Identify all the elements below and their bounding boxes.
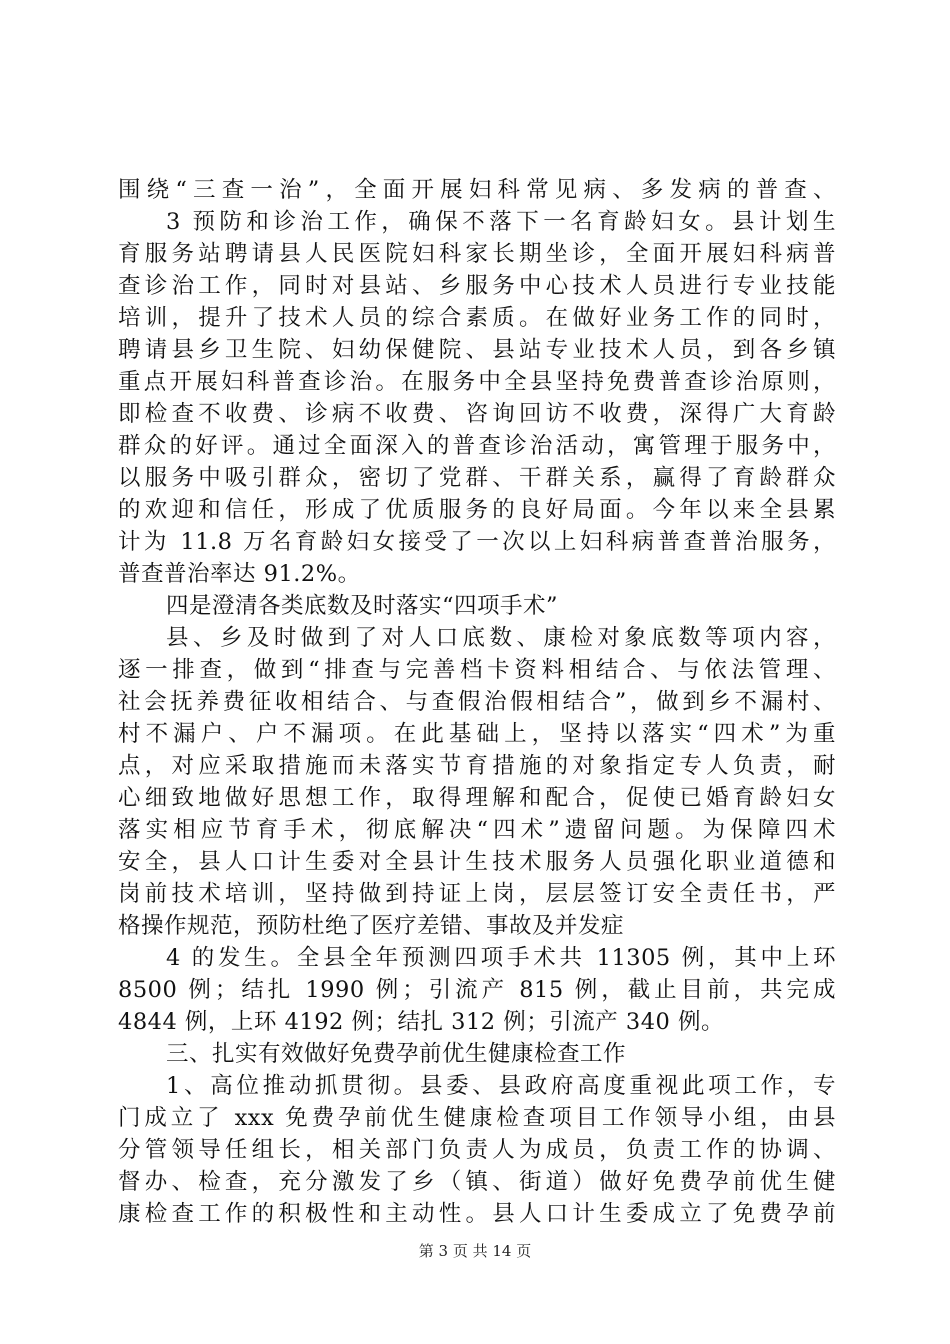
text-line: 逐一排查，做到“排查与完善档卡资料相结合、与依法管理、	[118, 657, 836, 683]
text-line: 4 的发生。全县全年预测四项手术共 11305 例，其中上环	[166, 945, 836, 971]
text-line: 落实相应节育手术，彻底解决“四术”遗留问题。为保障四术	[118, 817, 836, 843]
text-line: 督办、检查，充分激发了乡（镇、街道）做好免费孕前优生健	[118, 1169, 836, 1195]
document-body	[118, 174, 836, 1230]
text-line: 8500 例；结扎 1990 例；引流产 815 例，截止目前，共完成	[118, 977, 836, 1003]
text-line: 即检查不收费、诊病不收费、咨询回访不收费，深得广大育龄	[118, 401, 836, 427]
text-line: 群众的好评。通过全面深入的普查诊治活动，寓管理于服务中，	[118, 433, 836, 459]
text-line: 查诊治工作，同时对县站、乡服务中心技术人员进行专业技能	[118, 273, 836, 299]
text-line: 以服务中吸引群众，密切了党群、干群关系，赢得了育龄群众	[118, 465, 836, 491]
text-line: 计为 11.8 万名育龄妇女接受了一次以上妇科病普查普治服务，	[118, 529, 836, 555]
text-line: 四是澄清各类底数及时落实“四项手术”	[166, 593, 559, 619]
text-line: 村不漏户、户不漏项。在此基础上，坚持以落实“四术”为重	[118, 721, 836, 747]
text-line: 门成立了 xxx 免费孕前优生健康检查项目工作领导小组，由县	[118, 1105, 836, 1131]
text-line: 围绕“三查一治”，全面开展妇科常见病、多发病的普查、	[118, 177, 836, 203]
text-line: 聘请县乡卫生院、妇幼保健院、县站专业技术人员，到各乡镇	[118, 337, 836, 363]
text-line: 分管领导任组长，相关部门负责人为成员，负责工作的协调、	[118, 1137, 836, 1163]
text-line: 的欢迎和信任，形成了优质服务的良好局面。今年以来全县累	[118, 497, 836, 523]
text-line: 康检查工作的积极性和主动性。县人口计生委成立了免费孕前	[118, 1201, 836, 1227]
text-line: 培训，提升了技术人员的综合素质。在做好业务工作的同时，	[118, 305, 836, 331]
text-line: 县、乡及时做到了对人口底数、康检对象底数等项内容，	[166, 625, 836, 651]
text-line: 育服务站聘请县人民医院妇科家长期坐诊，全面开展妇科病普	[118, 241, 836, 267]
text-line: 重点开展妇科普查诊治。在服务中全县坚持免费普查诊治原则，	[118, 369, 836, 395]
text-line: 格操作规范，预防杜绝了医疗差错、事故及并发症	[118, 913, 625, 939]
text-line: 岗前技术培训，坚持做到持证上岗，层层签订安全责任书，严	[118, 881, 836, 907]
text-line: 4844 例，上环 4192 例；结扎 312 例；引流产 340 例。	[118, 1009, 724, 1035]
text-line: 3 预防和诊治工作，确保不落下一名育龄妇女。县计划生	[166, 209, 836, 235]
text-line: 点，对应采取措施而未落实节育措施的对象指定专人负责，耐	[118, 753, 836, 779]
text-line: 社会抚养费征收相结合、与查假治假相结合”，做到乡不漏村、	[118, 689, 836, 715]
text-line: 心细致地做好思想工作，取得理解和配合，促使已婚育龄妇女	[118, 785, 836, 811]
text-line: 1、高位推动抓贯彻。县委、县政府高度重视此项工作，专	[166, 1073, 836, 1099]
page-footer: 第 3 页 共 14 页	[418, 1242, 532, 1260]
text-line: 普查普治率达 91.2%。	[118, 561, 361, 587]
text-line: 安全，县人口计生委对全县计生技术服务人员强化职业道德和	[118, 849, 836, 875]
text-line: 三、扎实有效做好免费孕前优生健康检查工作	[166, 1041, 627, 1067]
